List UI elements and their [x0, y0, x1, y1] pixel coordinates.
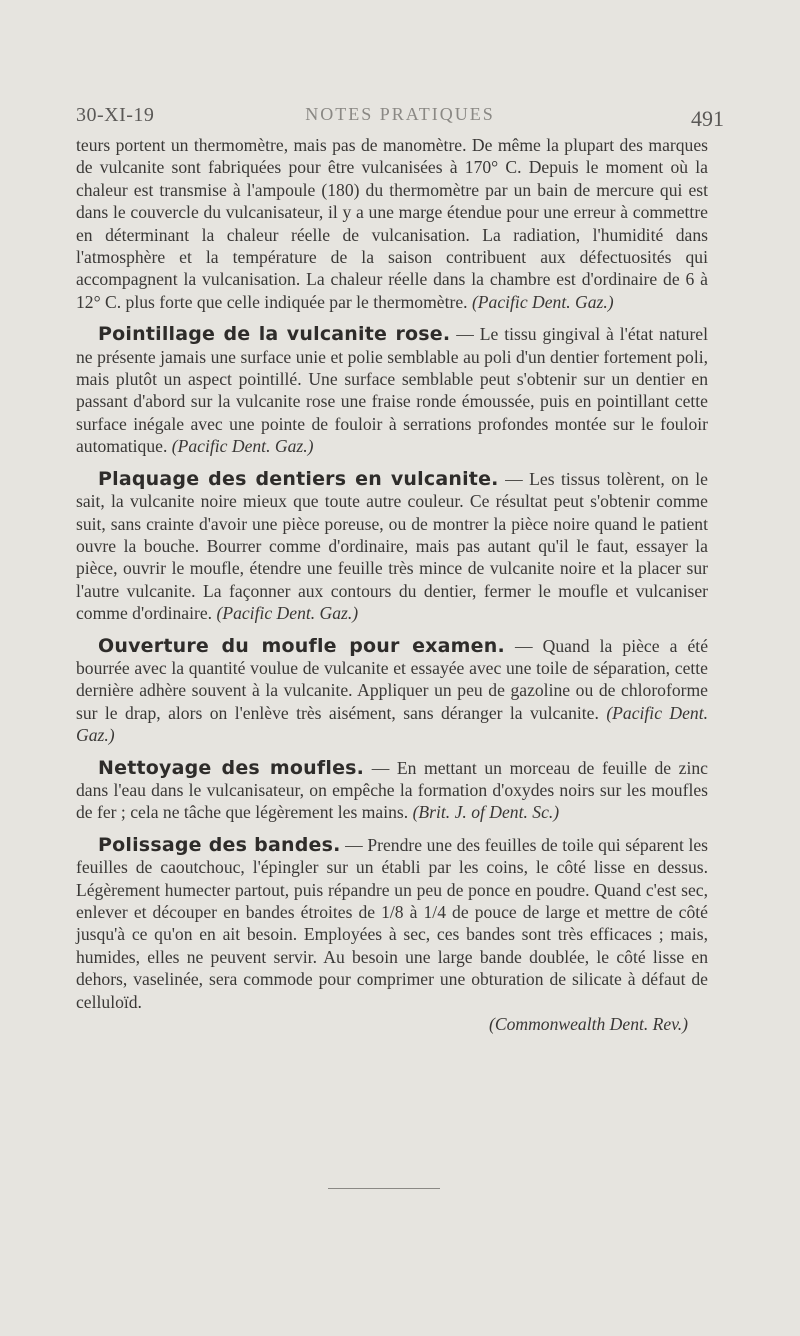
page-number: 491	[691, 106, 724, 131]
section-text: — En mettant un morceau de feuille de zinc dans l'eau dans le vulcanisateur, on empêche la formation d'oxydes noirs sur les moufles de fer ; cela ne tâche que légèrement les mains.	[76, 757, 708, 823]
section-text: — Les tissus tolèrent, on le sait, la vulcanite noire mieux que toute autre couleur. Ce résultat peut s'obtenir comme suit, sans crainte d'avoir une pièce poreuse, ou de montrer la pièce noire quand le patient ouvre la bouche. Bourrer comme d'ordinaire, mais pas autant qu'il le faut, essayer la pièce, ouvrir le moufle, étendre une feuille très mince de vulcanite noire et la placer sur l'autre vulcanite. La façonner aux contours du dentier, fermer le moufle et vulcaniser comme d'ordinaire.	[76, 468, 708, 624]
section-title: Pointillage de la vulcanite rose.	[98, 323, 451, 346]
section-source: (Pacific Dent. Gaz.)	[76, 702, 709, 746]
section-plaquage	[76, 468, 708, 625]
section-text: — Le tissu gingival à l'état naturel ne présente jamais une surface unie et polie semblable au poli d'un dentier fortement poli, mais plutôt un aspect pointillé. Une surface semblable peut s'obtenir sur un dentier en passant d'abord sur la vulcanite rose une fraise ronde émoussée, puis en pointillant cette surface inégale avec une pointe de fouloir à serrations profondes montée sur le fouloir automatique.	[76, 324, 708, 457]
page-body	[76, 134, 708, 1035]
section-title: Plaquage des dentiers en vulcanite.	[98, 467, 499, 490]
section-nettoyage	[76, 757, 708, 824]
section-pointillage	[76, 323, 708, 457]
section-title: Ouverture du moufle pour examen.	[98, 634, 505, 657]
intro-paragraph	[76, 134, 708, 313]
section-ouverture	[76, 635, 708, 747]
section-text: — Prendre une des feuilles de toile qui séparent les feuilles de caoutchouc, l'épingler sur un établi par les coins, le côté lisse en dessus. Légèrement humecter partout, puis répandre un peu de ponce en poudre. Quand c'est sec, enlever et découper en bandes étroites de 1/8 à 1/4 de pouce de large et mettre de côté jusqu'à ce qu'on en ait besoin. Employées à sec, ces bandes sont très efficaces ; mais, humides, elles ne peuvent servir. Au besoin une large bande doublée, le côté lisse en dehors, vaselinée, sera commode pour comprimer une obturation de silicate à défaut de celluloïd.	[76, 834, 708, 1012]
section-text: — Quand la pièce a été bourrée avec la quantité voulue de vulcanite et essayée avec une toile de séparation, cette dernière adhère souvent à la vulcanite. Appliquer un peu de gazoline ou de chloroforme sur le drap, alors on l'enlève très aisément, sans déranger la vulcanite.	[76, 635, 709, 723]
header-date: 30-XI-19	[76, 104, 155, 126]
section-title: Polissage des bandes.	[98, 833, 341, 856]
running-header	[76, 104, 724, 130]
header-title: NOTES PRATIQUES	[305, 104, 495, 124]
section-source: (Brit. J. of Dent. Sc.)	[412, 802, 560, 823]
section-source: (Commonwealth Dent. Rev.)	[488, 1014, 688, 1035]
section-title: Nettoyage des moufles.	[98, 756, 365, 779]
end-rule	[328, 1188, 440, 1189]
intro-source: (Pacific Dent. Gaz.)	[471, 291, 614, 312]
section-polissage	[76, 834, 708, 1036]
section-source: (Pacific Dent. Gaz.)	[216, 603, 359, 624]
intro-text: teurs portent un thermomètre, mais pas de manomètre. De même la plupart des marques de vulcanite sont fabriquées pour être vulcanisées à 170° C. Depuis le moment où la chaleur est transmise à l'ampoule (180) du thermomètre par un bain de mercure qui est dans le couvercle du vulcanisateur, il y a une marge étendue pour une erreur à commettre en déterminant la chaleur réelle de vulcanisation. La radiation, l'humidité dans l'atmosphère et la température de la saison contribuent aux défectuosités qui accompagnent la vulcanisation. La chaleur réelle dans la chambre est d'ordinaire de 6 à 12° C. plus forte que celle indiquée par le thermomètre.	[76, 135, 708, 312]
section-source: (Pacific Dent. Gaz.)	[171, 436, 314, 457]
